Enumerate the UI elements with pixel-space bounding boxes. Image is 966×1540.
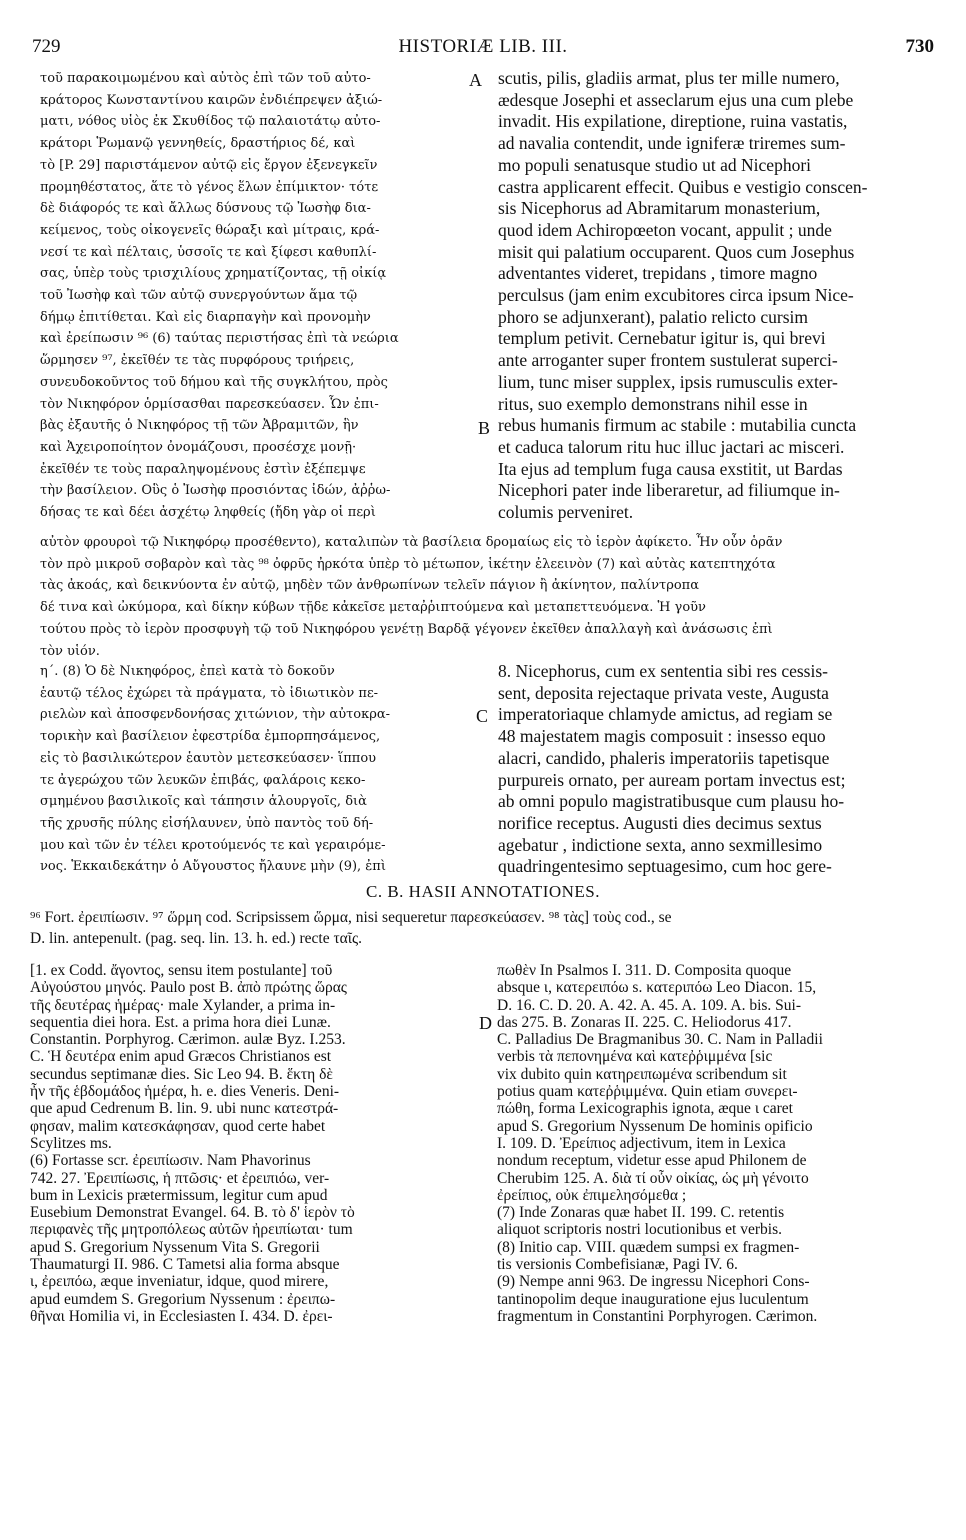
latin-text-line: castra applicarent effecit. Quibus e vestigio conscen- <box>498 176 868 197</box>
annotation-line: φησαν, malim κατεσκάφησαν, quod certe habet <box>30 1117 326 1135</box>
annotation-line: Constantin. Porphyrog. Cærimon. aulæ Byz. I.253. <box>30 1031 346 1049</box>
annotations-left-column <box>30 962 472 1325</box>
running-title: HISTORIÆ LIB. III. <box>398 36 568 57</box>
greek-text-line: τοῦ παρακοιμωμένου καὶ αὐτὸς ἐπὶ τῶν τοῦ αὐτο- <box>40 71 371 86</box>
greek-text-line: προμηθέστατος, ἅτε τὸ γένος ἕλων ἐπίμικτον· τότε <box>40 179 379 195</box>
annotation-line: D. 16. C. D. 20. A. 42. A. 45. A. 109. A. bis. Sui- <box>497 996 802 1014</box>
margin-letter-b: B <box>478 418 491 438</box>
greek-text-line: ματι, νόθος υἱὸς ἐκ Σκυθίδος τῷ παλαιοτάτῳ αὐτο- <box>40 114 381 130</box>
margin-letter-c: C <box>476 706 489 726</box>
greek-text-line: τορικὴν καὶ βασίλειον ἐφεστρίδα ἐμπορπησάμενος, <box>40 729 381 745</box>
latin-text-line: purpureis ornato, per auream portam invectus est; <box>498 769 846 790</box>
annotation-line: ι, ἐρειπόω, æque inveniatur, idque, quod mirere, <box>30 1273 329 1291</box>
greek-text-line: κείμενος, τοὺς οἰκογενεῖς θώραξι καὶ μίτραις, κρά- <box>40 222 380 238</box>
annotation-line: (9) Nempe anni 963. De ingressu Nicephori Cons- <box>497 1273 810 1291</box>
annotation-line: Cherubim 125. A. διὰ τί οὖν οἰκίας, ὡς μὴ γένοιτο <box>497 1169 809 1187</box>
greek-text-line: καὶ Ἀχειροποίητον ὀνομάζουσι, προσέσχε μονῇ· <box>40 439 357 455</box>
annotation-line: περιφανὲς τῆς μητροπόλεως αὐτῶν ἠρειπίωται· tum <box>30 1221 353 1239</box>
greek-text-line: τούτου πρὸς τὸ ἱερὸν προσφυγὴ τῷ τοῦ Νικηφόρου γενέτῃ Βαρδᾷ γέγονεν ἐκεῖθεν ἀπαλλαγὴ καὶ ἀνάσωσις ἐπὶ <box>40 621 773 637</box>
annotation-line: Scylitzes ms. <box>30 1134 112 1152</box>
annotation-line: Eusebium Demonstrat Evangel. 64. B. τὸ δ' ἱερὸν τὸ <box>30 1204 355 1222</box>
greek-text-line: τὸν πρὸ μικροῦ σοβαρὸν καὶ τὰς ⁹⁸ ὀφρῦς ἠρκότα ὑπὲρ τὸ μέτωπον, ἱκέτην ἐλεεινὸν (7) καὶ αὐτὰς κατεπτηχότα <box>40 556 776 572</box>
annotation-line: Αὐγούστου μηνός. Paulo post B. ἀπὸ πρώτης ὥρας <box>30 979 347 997</box>
annotation-line: (8) Initio cap. VIII. quædem sumpsi ex fragmen- <box>497 1238 800 1256</box>
greek-text-line: τὸ [P. 29] παριστάμενον αὐτῷ εἰς ἔργον ἐξενεγκεῖν <box>40 157 378 173</box>
annotation-line: C. Ἡ δευτέρα enim apud Græcos Christianos est <box>30 1048 332 1066</box>
greek-text-line: τῆς χρυσῆς πύλης εἰσήλαυνεν, ὑπὸ παντὸς τοῦ δή- <box>40 815 374 831</box>
greek-text-line: σας, ὑπὲρ τοὺς τρισχιλίους χρηματίζοντας, τῇ οἰκίᾳ <box>40 266 387 282</box>
greek-text-line: τοῦ Ἰωσὴφ καὶ τῶν αὐτῷ συνεργούντων ἅμα τῷ <box>40 288 358 304</box>
latin-text-line: Nicephori pater inde liberaretur, ad filiumque in- <box>498 480 840 501</box>
latin-text-line: columis perveniret. <box>498 502 634 523</box>
latin-text-line: quod idem Achiropœeton vocant, appulit ; unde <box>498 219 832 240</box>
greek-text-line: σμημένου βασιλικοῖς καὶ τάπησιν ἁλουργοῖς, διὰ <box>40 794 367 810</box>
annotation-line: apud S. Gregorium Nyssenum De hominis opificio <box>497 1117 813 1135</box>
annotation-line: tantinopolim deque inauguratione ejus luculentum <box>497 1290 809 1308</box>
latin-text-line: 48 majestatem magis composuit : insesso equo <box>498 726 826 747</box>
latin-text-line: adventantes videret, trepidans , timore magno <box>498 263 818 284</box>
annotation-line: ἐρείπιος, οὐκ ἐπιμελησόμεθα ; <box>497 1186 687 1204</box>
annotation-line: potius quam κατεῤῥιμμένα. Quin etiam συνερει- <box>497 1083 798 1101</box>
latin-text-line: sent, deposita rejectaque privata veste, Augusta <box>498 682 829 703</box>
greek-text-line: μου καὶ τῶν ἐν τέλει κροτούμενός τε καὶ γεραιρόμε- <box>40 837 386 853</box>
annotation-line: nondum receptum, videtur esse apud Philonem de <box>497 1152 807 1170</box>
margin-letter-a: A <box>469 70 482 90</box>
page-number-right: 730 <box>905 36 934 57</box>
latin-text-line: perculsus (jam enim excubitores circa ipsum Nice- <box>498 285 854 306</box>
greek-text-line: η΄. (8) Ὁ δὲ Νικηφόρος, ἐπεὶ κατὰ τὸ δοκοῦν <box>40 664 335 679</box>
greek-text-line: δὲ διάφορός τε καὶ ἄλλως δύσνους τῷ Ἰωσὴφ δια- <box>40 201 371 217</box>
greek-text-line: συνευδοκοῦντος τοῦ δήμου καὶ τῆς συγκλήτου, πρὸς <box>40 374 388 390</box>
latin-text-line: Ita ejus ad templum fuga causa exstitit, ut Bardas <box>498 458 843 479</box>
latin-text-line: misit qui palatium occuparent. Quos cum Josephus <box>498 241 855 262</box>
greek-text-line: ἐκεῖθέν τε τοὺς παραληψομένους ἐστὶν ἐξέπεμψε <box>40 461 366 477</box>
annotation-line: 742. 27. Ἐρειπίωσις, ἡ πτῶσις· et ἐρειπιόω, ver- <box>30 1169 330 1187</box>
latin-text-line: 8. Nicephorus, cum ex sententia sibi res cessis- <box>498 661 828 681</box>
greek-text-line: τὸν Νικηφόρον ὁρμίσασθαι παρεσκεύασεν. Ὧν ἐπι- <box>40 396 379 412</box>
greek-text-line: τε ἀγερώχου τῶν λευκῶν ἐπιβάς, φαλάροις κεκο- <box>40 772 366 788</box>
annotation-line: verbis τὰ πεπονημένα καὶ κατεῤῥιμμένα [sic <box>497 1048 773 1066</box>
latin-text-line: alacri, candido, phaleris imperatoriis tapetisque <box>498 747 830 768</box>
annotation-line: que apud Cedrenum B. lin. 9. ubi nunc κατεστρά- <box>30 1100 339 1118</box>
greek-text-line: καὶ ἐρείπωσιν ⁹⁶ (6) ταύτας περιστήσας ἐπὶ τὰ νεώρια <box>40 331 399 347</box>
latin-text-line: sis Nicephorus ad Abramitarum monasterium, <box>498 198 821 219</box>
greek-text-line: τὸν υἱόν. <box>40 643 100 659</box>
annotation-line: apud S. Gregorium Nyssenum Vita S. Gregorii <box>30 1238 320 1256</box>
annotation-line: [1. ex Codd. ἄγοντος, sensu item postulante] τοῦ <box>30 962 333 979</box>
greek-text-line: ριελὼν καὶ ἀποσφενδονήσας χιτώνιον, τὴν αὐτοκρα- <box>40 707 391 723</box>
greek-text-line: τὰς ἀκοάς, καὶ δεικνύοντα ἐν αὐτῷ, μηδὲν τῶν ἀνθρωπίνων τελεῖν πάγιον ἢ ἀκίνητον, παλίντροπα <box>40 578 700 594</box>
greek-column-lower <box>40 661 468 878</box>
page-number-left: 729 <box>32 36 61 57</box>
annotation-line: (6) Fortasse scr. ἐρειπίωσιν. Nam Phavorinus <box>30 1152 311 1170</box>
short-note-1: ⁹⁶ Fort. ἐρειπίωσιν. ⁹⁷ ὥρμη cod. Scripsissem ὥρμα, nisi sequeretur παρεσκεύασεν. ⁹⁸ τὰς] τοὺς cod., se <box>30 909 672 926</box>
greek-text-line: νεσί τε καὶ πέλταις, ὑσσοῖς τε καὶ ξίφεσι καθυπλί- <box>40 244 377 260</box>
greek-text-line: κράτορι Ῥωμανῷ γεννηθείς, δραστήριος δέ, καὶ <box>40 136 356 152</box>
greek-text-line: δήμῳ ἐπιτίθεται. Καὶ εἰς διαρπαγὴν καὶ προνομὴν <box>40 309 371 325</box>
latin-text-line: ritus, suo exemplo demonstrans nihil esse in <box>498 393 808 414</box>
annotation-line: I. 109. D. Ἐρείπιος adjectivum, item in Lexica <box>497 1134 786 1152</box>
greek-text-line: αὐτὸν φρουροὶ τῷ Νικηφόρῳ προσέθεντο), καταλιπὼν τὰ βασίλεια δρομαίως εἰς τὸ ἱερὸν ἀφίκετο. Ἦν οὖν ὁρᾶν <box>40 535 783 550</box>
annotation-line: secundus septimanæ dies. Sic Leo 94. B. ἕκτη δὲ <box>30 1065 333 1083</box>
greek-text-line: δήσας τε καὶ δέει ἀσχέτῳ ληφθείς (ἤδη γὰρ οἱ περὶ <box>40 505 376 521</box>
latin-text-line: invadit. His expilatione, direptione, ruina vastatis, <box>498 111 848 132</box>
latin-text-line: agebatur , indictione sexta, anno sexmillesimo <box>498 834 823 855</box>
annotation-line: tis versionis Combefisianæ, Pagi IV. 6. <box>497 1256 738 1274</box>
latin-text-line: lium, tunc miser supplex, ipsis rumusculis exter- <box>498 371 838 392</box>
latin-text-line: ante arroganter super frontem sustulerat superci- <box>498 350 838 371</box>
margin-letter-d: D <box>479 1013 492 1033</box>
latin-text-line: quadringentesimo septuagesimo, cum hoc gere- <box>498 856 832 877</box>
latin-text-line: templum petivit. Cernebatur igitur is, qui brevi <box>498 328 826 349</box>
latin-text-line: rebus humanis firmum ac stabile : mutabilia cuncta <box>498 415 857 436</box>
greek-column-upper <box>40 68 468 524</box>
annotation-line: Thaumaturgi II. 986. C Tametsi alia forma absque <box>30 1256 340 1274</box>
latin-column-upper <box>498 68 934 524</box>
greek-text-line: κράτορος Κωνσταντίνου καιρῶν ἐνδιέπρεψεν ἀξιώ- <box>40 92 383 108</box>
latin-text-line: ab omni populo magistratibusque cum plausu ho- <box>498 791 845 812</box>
latin-text-line: ad navalia contendit, unde igniferæ triremes sum- <box>498 133 846 154</box>
greek-text-line: δέ τινα καὶ ὠκύμορα, καὶ δίκην κύβων τῇδε κἀκεῖσε μεταῤῥιπτούμενα καὶ μεταπεττευόμενα. Ἡ γοῦν <box>40 600 706 616</box>
latin-text-line: phoro se adjunxerant), palatio relicto cursim <box>498 306 809 327</box>
running-header <box>32 36 934 60</box>
greek-text-line: εἰς τὸ βασιλικώτερον ἑαυτὸν μετεσκεύασεν· ἵππου <box>40 750 377 766</box>
annotations-title: C. B. HASII ANNOTATIONES. <box>365 882 601 901</box>
latin-text-line: et caduca talorum ritu huc illuc jactari ac misceri. <box>498 436 845 457</box>
annotation-line: vix dubito quin κατηρειπωμένα scribendum sit <box>497 1065 787 1083</box>
annotation-line: πώθη, forma Lexicographis ignota, æque ι caret <box>497 1100 793 1118</box>
annotation-line: apud eumdem S. Gregorium Nyssenum : ἐρειπω- <box>30 1290 336 1308</box>
latin-text-line: mo populi senatusque studio ut ad Nicephori <box>498 154 812 175</box>
annotation-line: aliquot scriptoris nostri locutionibus et verbis. <box>497 1221 782 1239</box>
annotation-line: bum in Lexicis prætermissum, legitur cum apud <box>30 1186 328 1204</box>
greek-text-line: ἑαυτῷ τέλος ἐχώρει τὰ πράγματα, τὸ ἰδιωτικὸν πε- <box>40 685 379 701</box>
annotations-right-column <box>497 962 937 1325</box>
latin-text-line: ædesque Josephi et asseclarum ejus una cum plebe <box>498 89 854 110</box>
annotation-line: (7) Inde Zonaras quæ habet II. 199. C. retentis <box>497 1204 785 1222</box>
annotation-line: das 275. B. Zonaras II. 225. C. Heliodorus 417. <box>497 1013 792 1031</box>
greek-text-line: βὰς ἐξαυτῆς ὁ Νικηφόρος τῇ τῶν Ἀβραμιτῶν, ἣν <box>40 418 359 434</box>
annotation-line: τῆς δευτέρας ἡμέρας· male Xylander, a prima in- <box>30 996 336 1014</box>
short-note-2: D. lin. antepenult. (pag. seq. lin. 13. h. ed.) recte ταῖς. <box>30 930 362 947</box>
annotation-line: sequentia diei hora. Est. a prima hora diei Lunæ. <box>30 1013 331 1031</box>
latin-column-lower <box>498 661 934 878</box>
annotation-line: C. Palladius De Bragmanibus 30. C. Nam in Palladii <box>497 1031 823 1049</box>
latin-text-line: imperatoriaque chlamyde amictus, ad regiam se <box>498 704 833 725</box>
greek-full-width <box>40 532 934 662</box>
annotation-line: πωθὲν In Psalmos I. 311. D. Composita quoque <box>497 962 792 979</box>
annotation-line: absque ι, κατερειπόω s. κατεριπόω Leo Diacon. 15, <box>497 979 817 997</box>
greek-text-line: νος. Ἑκκαιδεκάτην ὁ Αὔγουστος ἤλαυνε μὴν (9), ἐπὶ <box>40 859 386 875</box>
annotation-line: ἦν τῆς ἑβδομάδος ἡμέρα, h. e. dies Veneris. Deni- <box>30 1083 340 1101</box>
greek-text-line: ὥρμησεν ⁹⁷, ἐκεῖθέν τε τὰς πυρφόρους τριήρεις, <box>40 353 355 369</box>
greek-text-line: τὴν βασίλειον. Οὓς ὁ Ἰωσὴφ προσιόντας ἰδών, ἀῤῥω- <box>40 483 391 499</box>
annotation-line: θῆναι Homilia vi, in Ecclesiasten I. 434. D. ἐρει- <box>30 1307 333 1325</box>
annotation-line: fragmentum in Constantini Porphyrogen. Cærimon. <box>497 1307 818 1325</box>
latin-text-line: scutis, pilis, gladiis armat, plus ter mille numero, <box>498 68 840 88</box>
latin-text-line: norifice receptus. Augusti dies decimus sextus <box>498 812 822 833</box>
